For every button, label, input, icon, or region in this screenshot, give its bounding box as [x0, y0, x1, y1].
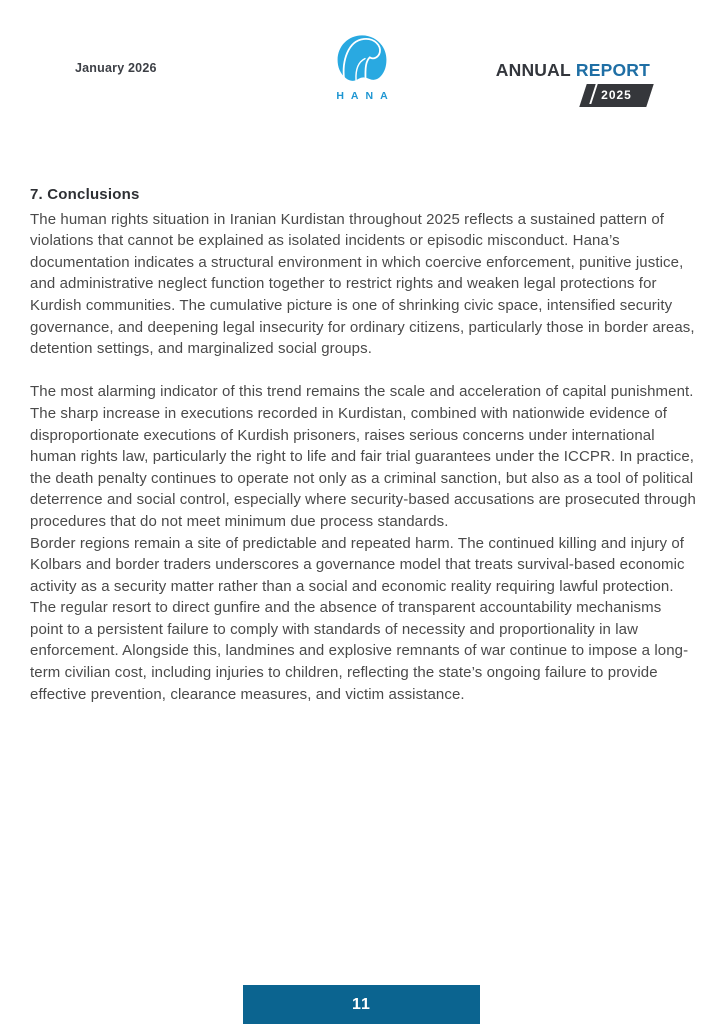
hana-logo: [327, 33, 397, 102]
page-number: 11: [352, 995, 371, 1013]
paragraph-2: The most alarming indicator of this trend remains the scale and acceleration of capital punishment. The sharp increase in executions recorded in Kurdistan, combined with nationwide evidence of disproportionate executions of Kurdish prisoners, raises serious concerns under international human rights law, particularly the right to life and fair trial guarantees under the ICCPR. In practice, the death penalty continues to operate not only as a criminal sanction, but also as a tool of political deterrence and social control, especially where security-based accusations are prosecuted through procedures that do not meet minimum due process standards.: [30, 383, 696, 530]
hana-logo-word: HANA: [336, 90, 395, 102]
hana-bird-icon: [327, 33, 397, 89]
conclusions-section: [30, 184, 696, 705]
annual-label: ANNUAL: [495, 60, 571, 80]
annual-report-block: [496, 60, 650, 112]
badge-slash-accent: [590, 84, 599, 104]
report-label: REPORT: [575, 60, 650, 80]
paragraph-1: The human rights situation in Iranian Kurdistan throughout 2025 reflects a sustained pattern of violations that cannot be explained as isolated incidents or episodic misconduct. Hana’s documentation indicates a structural environment in which coercive enforcement, punitive justice, and administrative neglect function together to restrict rights and weaken legal protections for Kurdish communities. The cumulative picture is one of shrinking civic space, intensified security governance, and deepening legal insecurity for ordinary citizens, particularly those in border areas, detention settings, and marginalized social groups.: [30, 210, 695, 358]
footer-page-bar: [243, 985, 480, 1024]
annual-report-title: [496, 60, 650, 81]
issue-date: January 2026: [75, 61, 157, 75]
section-heading: 7. Conclusions: [30, 186, 140, 203]
badge-year: 2025: [601, 88, 633, 102]
year-badge: [580, 84, 654, 107]
paragraph-3: Border regions remain a site of predictable and repeated harm. The continued killing and injury of Kolbars and border traders underscores a governance model that treats survival-based economic activity as a security matter rather than a social and economic reality requiring lawful protection. The regular resort to direct gunfire and the absence of transparent accountability mechanisms point to a persistent failure to comply with standards of necessity and proportionality in law enforcement. Alongside this, landmines and explosive remnants of war continue to impose a long-term civilian cost, including injuries to children, reflecting the state’s ongoing failure to provide effective prevention, clearance measures, and victim assistance.: [30, 534, 689, 703]
